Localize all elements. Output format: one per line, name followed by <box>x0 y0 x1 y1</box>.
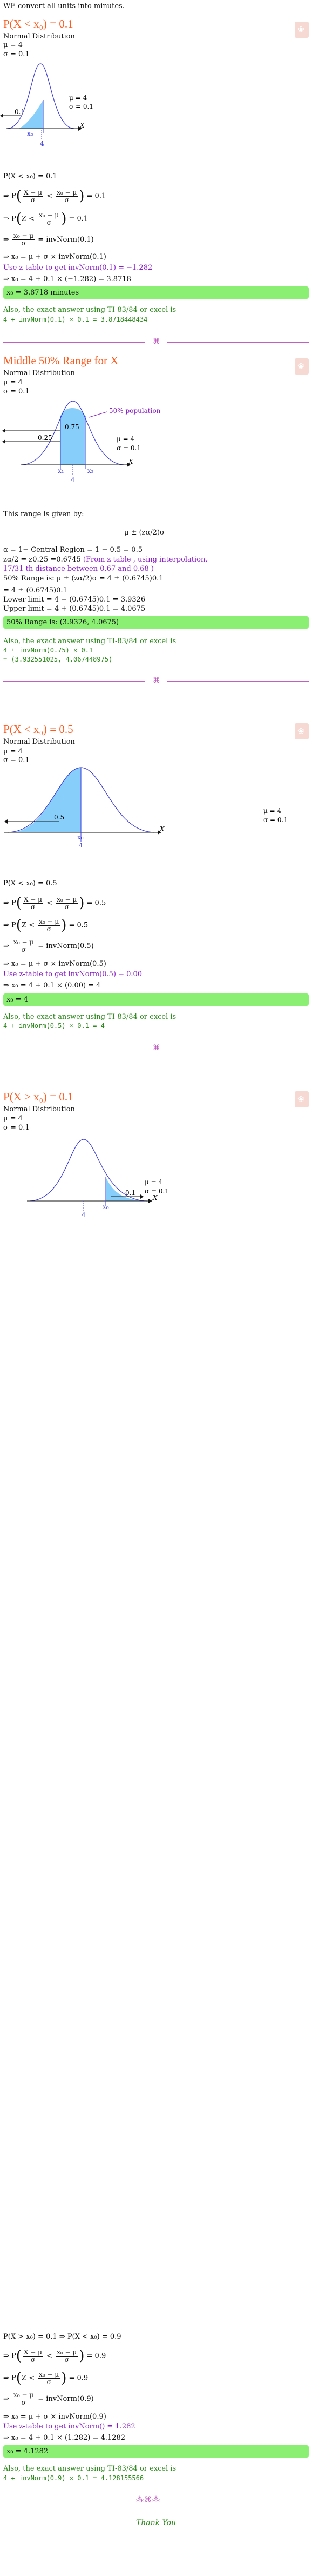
x0-label: x₀ <box>103 1203 109 1211</box>
s4-line4: ⇒ $\frac{\text{x₀ − μ}}{\sigma}$ = invNorm(0.9) <box>3 2391 94 2406</box>
s1-line7: ⇒ x₀ = 4 + 0.1 × (−1.282) = 3.8718 <box>3 275 131 283</box>
s1-line6: Use z-table to get invNorm(0.1) = −1.282 <box>3 264 153 272</box>
s3-line5: ⇒ x₀ = μ + σ × invNorm(0.5) <box>3 960 106 968</box>
s2-alpha: α = 1− Central Region = 1 − 0.5 = 0.5 <box>3 546 143 554</box>
center-label: 4 <box>82 1211 86 1219</box>
s3-line2: ⇒ P( $\frac{X - \mu}{\sigma}$ < $\frac{\text{x₀ − μ}}{\sigma}$ ) = 0.5 <box>3 895 106 911</box>
s3-line3: ⇒ P(Z < $\frac{\text{x₀ − μ}}{\sigma}$ ) = 0.5 <box>3 917 89 933</box>
s2-range-intro: This range is given by: <box>3 510 84 518</box>
shaded-area <box>60 408 85 465</box>
s3-also-formula: 4 + invNorm(0.5) × 0.1 = 4 <box>3 1022 105 1030</box>
s2-formula: μ ± (zα/2)σ <box>124 529 165 537</box>
graph-sigma: σ = 0.1 <box>145 1187 169 1195</box>
x2-label: x₂ <box>87 467 94 475</box>
section3-sigma: σ = 0.1 <box>3 756 30 764</box>
graph-sigma: σ = 0.1 <box>69 103 93 110</box>
section4-sigma: σ = 0.1 <box>3 1124 30 1132</box>
section3-mu: μ = 4 <box>3 748 23 756</box>
s4-line2: ⇒ P( $\frac{X - \mu}{\sigma}$ < $\frac{\text{x₀ − μ}}{\sigma}$ ) = 0.9 <box>3 2348 106 2364</box>
left-area-label: 0.25 <box>38 434 52 442</box>
graph-sigma: σ = 0.1 <box>117 444 141 452</box>
section2-dist: Normal Distribution <box>3 369 75 377</box>
divider <box>167 342 309 343</box>
s1-also-formula: 4 + invNorm(0.1) × 0.1 = 3.8718448434 <box>3 316 148 323</box>
section3-title: P(X < x₀) = 0.5 <box>3 723 73 736</box>
s1-also: Also, the exact answer using TI-83/84 or excel is <box>3 306 177 314</box>
divider <box>3 342 145 343</box>
section2-graph <box>0 400 312 500</box>
divider-ornament-icon: ⌘ <box>153 1044 160 1052</box>
s2-z-line: zα/2 = z0.25 =0.6745 (From z table , using interpolation, <box>3 556 208 564</box>
area-label: 0.1 <box>125 1189 136 1197</box>
mid-area-label: 0.75 <box>65 423 79 431</box>
s2-also: Also, the exact answer using TI-83/84 or excel is <box>3 637 177 645</box>
section1-mu: μ = 4 <box>3 41 23 49</box>
section4-dist: Normal Distribution <box>3 1105 75 1113</box>
section4-mu: μ = 4 <box>3 1115 23 1123</box>
section2-sigma: σ = 0.1 <box>3 388 30 396</box>
s2-z-note: 17/31 th distance between 0.67 and 0.68 ) <box>3 565 154 573</box>
axis-label: X <box>128 458 133 465</box>
section1-graph <box>0 59 312 157</box>
area-label: 0.5 <box>54 813 65 821</box>
s2-range-line: 50% Range is: μ ± (zα/2)σ = 4 ± (0.6745)0.1 <box>3 575 164 583</box>
s2-pm-line: = 4 ± (0.6745)0.1 <box>3 586 67 595</box>
section4-title: P(X > x₀) = 0.1 <box>3 1090 73 1103</box>
x0-label: x₀ <box>27 130 33 137</box>
watermark-logo <box>295 22 309 38</box>
section1-dist: Normal Distribution <box>3 32 75 41</box>
axis-label: X <box>160 825 165 833</box>
s3-line6: Use z-table to get invNorm(0.5) = 0.00 <box>3 970 143 978</box>
section3-dist: Normal Distribution <box>3 738 75 746</box>
s3-also: Also, the exact answer using TI-83/84 or excel is <box>3 1013 177 1021</box>
s1-line4: ⇒ $\frac{\text{x₀ − μ}}{\sigma}$ = invNorm(0.1) <box>3 232 94 247</box>
section1-title: P(X < x₀) = 0.1 <box>3 17 73 30</box>
s4-line7: ⇒ x₀ = 4 + 0.1 × (1.282) = 4.1282 <box>3 2434 125 2442</box>
s1-line2: ⇒ P( $\frac{X - \mu}{\sigma}$ < $\frac{\text{x₀ − μ}}{\sigma}$ ) = 0.1 <box>3 188 106 204</box>
s4-also-formula: 4 + invNorm(0.9) × 0.1 = 4.128155566 <box>3 2474 144 2482</box>
x1-label: x₁ <box>58 467 64 475</box>
s2-lower: Lower limit = 4 − (0.6745)0.1 = 3.9326 <box>3 596 146 604</box>
axis-label: X <box>153 1194 158 1202</box>
s2-also-formula: 4 ± invNorm(0.75) × 0.1 <box>3 646 93 654</box>
shaded-area <box>11 768 81 832</box>
watermark-logo <box>295 358 309 375</box>
graph-mu: μ = 4 <box>263 807 282 815</box>
s1-line3: ⇒ P(Z < $\frac{\text{x₀ − μ}}{\sigma}$ ) = 0.1 <box>3 211 89 227</box>
graph-mu: μ = 4 <box>69 94 87 102</box>
watermark-logo <box>295 723 309 739</box>
center-label: 4 <box>40 140 44 148</box>
s3-result: x₀ = 4 <box>3 993 309 1006</box>
divider-ornament-icon: ⌘ <box>153 676 160 685</box>
section1-sigma: σ = 0.1 <box>3 50 30 58</box>
divider-ornament-icon: ⌘ <box>153 337 160 346</box>
section2-title: Middle 50% Range for X <box>3 354 119 367</box>
area-label: 0.1 <box>15 108 25 116</box>
s4-result: x₀ = 4.1282 <box>3 2445 309 2458</box>
watermark-logo <box>295 1091 309 1107</box>
intro-text: WE convert all units into minutes. <box>3 2 125 10</box>
s3-line4: ⇒ $\frac{\text{x₀ − μ}}{\sigma}$ = invNorm(0.5) <box>3 938 94 953</box>
section4-graph <box>0 1135 312 1232</box>
graph-mu: μ = 4 <box>145 1178 163 1186</box>
thank-you: Thank You <box>135 2519 177 2527</box>
divider <box>167 681 309 682</box>
s2-upper: Upper limit = 4 + (0.6745)0.1 = 4.0675 <box>3 605 146 613</box>
s2-also-result: = (3.932551025, 4.067448975) <box>3 656 113 663</box>
s4-line1: P(X > x₀) = 0.1 ⇒ P(X < x₀) = 0.9 <box>3 2333 121 2341</box>
s1-line1: P(X < x₀) = 0.1 <box>3 172 57 181</box>
axis-label: X <box>80 122 85 129</box>
divider-ornament-icon: ⁂⌘⁂ <box>136 2495 160 2504</box>
s2-result: 50% Range is: (3.9326, 4.0675) <box>3 616 309 629</box>
section2-mu: μ = 4 <box>3 378 23 386</box>
s1-result: x₀ = 3.8718 minutes <box>3 286 309 299</box>
x0-label: x₀ <box>77 833 84 841</box>
graph-mu: μ = 4 <box>117 435 135 443</box>
s4-line5: ⇒ x₀ = μ + σ × invNorm(0.9) <box>3 2413 106 2421</box>
graph-sigma: σ = 0.1 <box>263 816 288 824</box>
s3-line1: P(X < x₀) = 0.5 <box>3 879 57 887</box>
s3-line7: ⇒ x₀ = 4 + 0.1 × (0.00) = 4 <box>3 982 101 990</box>
center-label: 4 <box>71 476 75 484</box>
divider <box>3 681 145 682</box>
s4-line3: ⇒ P(Z < $\frac{\text{x₀ − μ}}{\sigma}$ ) = 0.9 <box>3 2370 89 2386</box>
s4-line6: Use z-table to get invNorm() = 1.282 <box>3 2422 135 2431</box>
pop-label: 50% population <box>109 407 161 415</box>
s4-also: Also, the exact answer using TI-83/84 or excel is <box>3 2465 177 2473</box>
section3-graph <box>0 766 312 864</box>
center-label: 4 <box>79 842 83 849</box>
s1-line5: ⇒ x₀ = μ + σ × invNorm(0.1) <box>3 253 106 261</box>
